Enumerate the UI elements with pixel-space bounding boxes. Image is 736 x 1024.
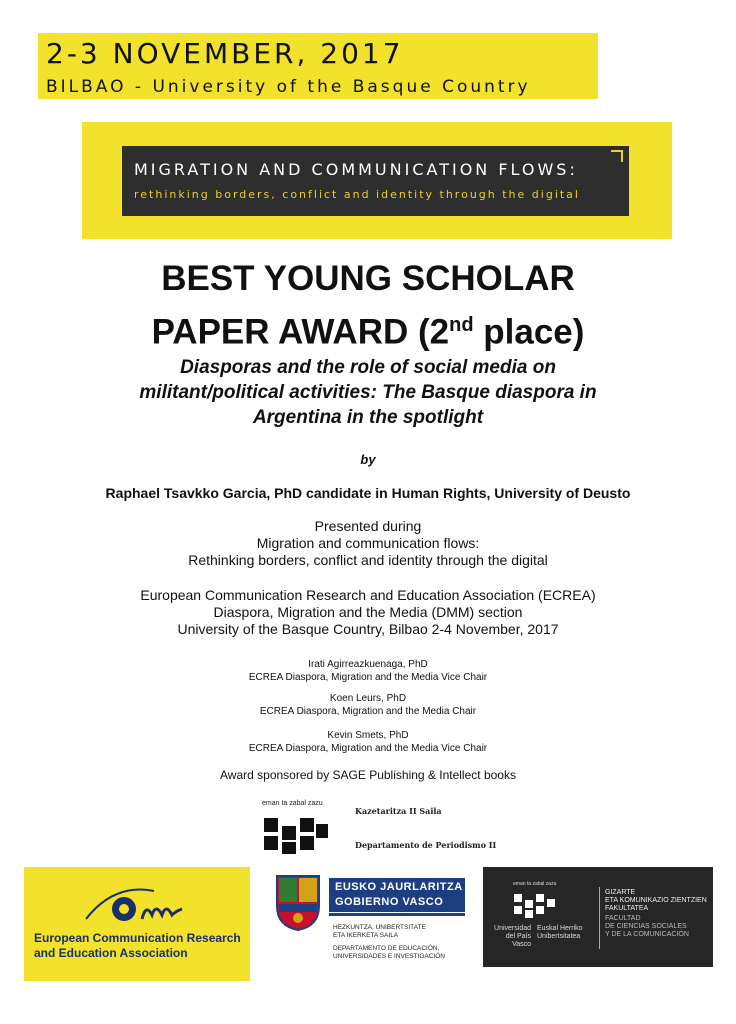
- upv-logo-icon: [513, 891, 557, 919]
- faculty-name-spanish-line-1: FACULTAD: [605, 915, 641, 922]
- divider: [599, 887, 600, 949]
- award-title-line-2: [0, 302, 736, 356]
- conference-title-panel: [122, 146, 629, 216]
- conference-banner: [82, 122, 672, 239]
- divider: [329, 913, 465, 916]
- presented-line-1: Presented during: [314, 518, 422, 534]
- faculty-name-spanish: [605, 915, 710, 939]
- faculty-name-basque-line-1: GIZARTE: [605, 889, 636, 896]
- upv-tagline: eman ta zabal zazu: [262, 800, 323, 807]
- ecrea-block: [0, 587, 736, 638]
- gv-department-basque-line-1: HEZKUNTZA, UNIBERTSITATE: [333, 924, 426, 931]
- presented-line-3: Rethinking borders, conflict and identity through the digital: [188, 552, 548, 568]
- basque-government-shield-icon: [273, 872, 323, 932]
- paper-title-line-1: Diasporas and the role of social media on: [180, 357, 556, 378]
- ecrea-line-3: University of the Basque Country, Bilbao 2-4 November, 2017: [177, 621, 559, 637]
- conference-title: MIGRATION AND COMMUNICATION FLOWS:: [134, 160, 578, 179]
- gv-department-spanish-line-1: DEPARTAMENTO DE EDUCACIÓN,: [333, 945, 440, 952]
- basque-government-name-basque: EUSKO JAURLARITZA: [335, 881, 463, 893]
- gv-department-basque-line-2: ETA IKERKETA SAILA: [333, 932, 399, 939]
- award-title: [0, 256, 736, 356]
- faculty-name-spanish-line-2: DE CIENCIAS SOCIALES: [605, 923, 687, 930]
- basque-government-band: [329, 878, 465, 912]
- signatory-name: Kevin Smets, PhD: [327, 730, 409, 741]
- faculty-name-spanish-line-3: Y DE LA COMUNICACIÓN: [605, 931, 689, 938]
- faculty-name-basque: [605, 889, 710, 913]
- sponsor-line: Award sponsored by SAGE Publishing & Intellect books: [220, 768, 516, 782]
- signatory-role: ECREA Diaspora, Migration and the Media Vice Chair: [248, 743, 488, 754]
- award-title-line-1: BEST YOUNG SCHOLAR: [161, 259, 575, 298]
- presented-line-2: Migration and communication flows:: [256, 535, 480, 551]
- basque-government-name-spanish: GOBIERNO VASCO: [335, 896, 444, 908]
- corner-bracket-icon: [611, 150, 623, 162]
- ecrea-emblem-icon: [84, 881, 194, 931]
- signatory-name: Irati Agirreazkuenaga, PhD: [308, 659, 428, 670]
- signatory: [0, 692, 736, 718]
- university-name-basque: [537, 925, 597, 941]
- university-name-spanish-line-2: del País Vasco: [505, 933, 531, 948]
- ecrea-name: [34, 931, 241, 961]
- author-line: [0, 484, 736, 502]
- paper-title-line-2: militant/political activities: The Basque diaspora in: [139, 382, 597, 403]
- date-banner: [38, 33, 598, 99]
- upv-logo-icon: [262, 812, 332, 854]
- faculty-logo: [483, 867, 713, 967]
- author-affiliation: , PhD candidate in Human Rights, University of Deusto: [266, 485, 631, 501]
- ecrea-logo: [24, 867, 250, 981]
- signatory-role: ECREA Diaspora, Migration and the Media Chair: [259, 706, 477, 717]
- signatory-name: Koen Leurs, PhD: [329, 693, 407, 704]
- paper-title: [0, 355, 736, 430]
- author-name: Raphael Tsavkko Garcia: [105, 485, 267, 501]
- university-name-basque-line-2: Unibertsitatea: [537, 933, 581, 940]
- signatory: [0, 658, 736, 684]
- faculty-name-basque-line-3: FAKULTATEA: [605, 905, 649, 912]
- gv-department-spanish: [333, 945, 445, 961]
- gv-department-basque: [333, 924, 426, 940]
- ecrea-line-1: European Communication Research and Education Association (ECREA): [140, 587, 596, 603]
- signatory: [0, 729, 736, 755]
- paper-title-line-3: Argentina in the spotlight: [252, 407, 484, 428]
- department-name-spanish: Departamento de Periodismo II: [355, 840, 497, 850]
- university-name-spanish: [489, 925, 531, 949]
- award-place-superscript: nd: [449, 314, 474, 336]
- award-title-prefix: PAPER AWARD (2: [151, 312, 450, 352]
- ecrea-line-2: Diaspora, Migration and the Media (DMM) section: [213, 604, 523, 620]
- signatory-role: ECREA Diaspora, Migration and the Media Vice Chair: [248, 672, 488, 683]
- by-label: by: [360, 452, 376, 467]
- faculty-name-basque-line-2: ETA KOMUNIKAZIO ZIENTZIEN: [605, 897, 707, 904]
- conference-subtitle: rethinking borders, conflict and identity through the digital: [134, 188, 580, 201]
- presented-block: [0, 518, 736, 569]
- gv-department-spanish-line-2: UNIVERSIDADES E INVESTIGACIÓN: [333, 953, 445, 960]
- ecrea-name-line-2: and Education Association: [34, 946, 188, 960]
- event-venue: BILBAO - University of the Basque Country: [46, 77, 531, 97]
- event-date: 2-3 NOVEMBER, 2017: [46, 37, 404, 70]
- award-title-suffix: place): [473, 312, 585, 352]
- university-name-basque-line-1: Euskal Herriko: [537, 925, 583, 932]
- faculty-tagline: eman ta zabal zazu: [513, 881, 557, 887]
- university-name-spanish-line-1: Universidad: [494, 925, 531, 932]
- department-name-basque: Kazetaritza II Saila: [355, 806, 442, 816]
- ecrea-name-line-1: European Communication Research: [34, 931, 241, 945]
